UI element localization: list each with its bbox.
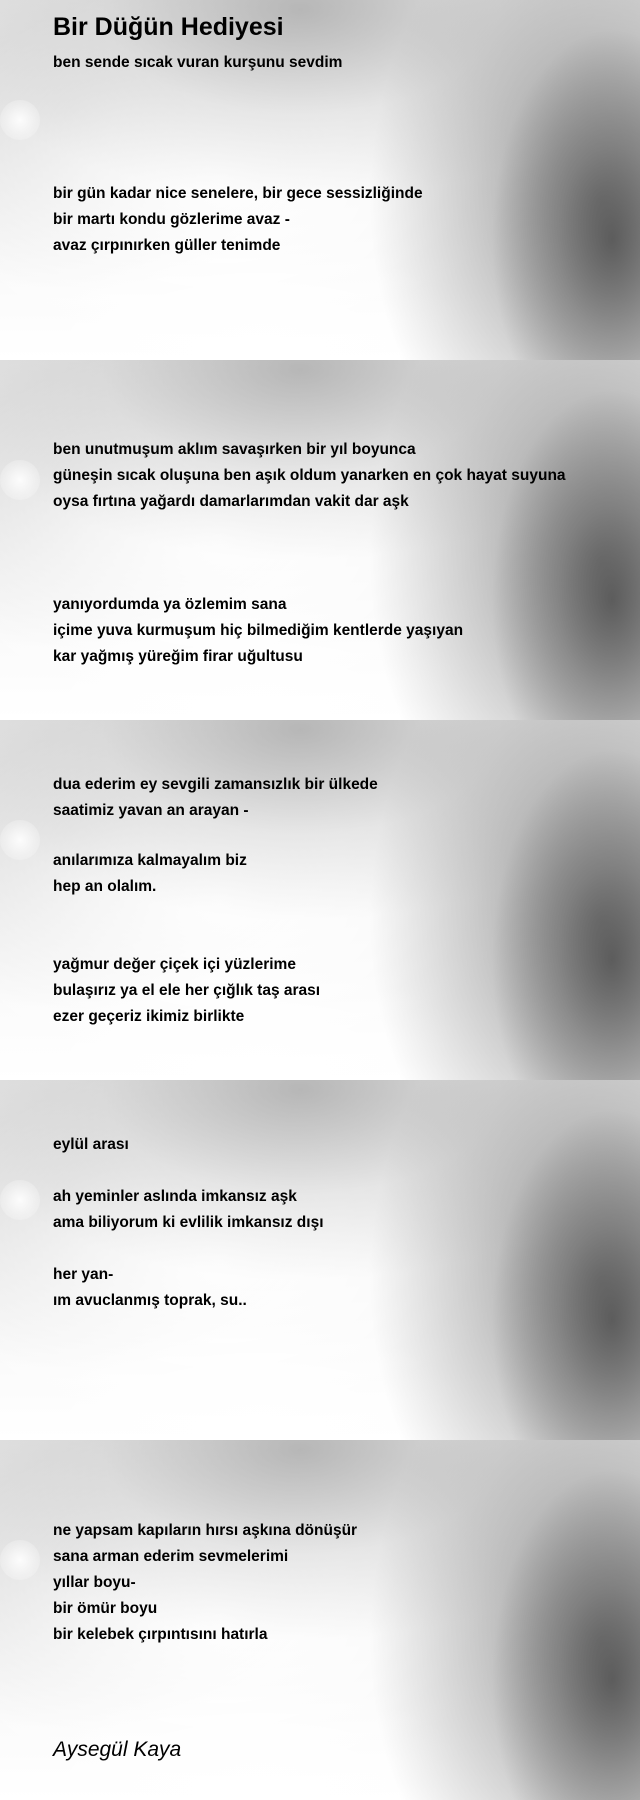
poem-author: Aysegül Kaya: [53, 1738, 182, 1761]
stanza: [53, 1132, 129, 1158]
stanza: [53, 1518, 357, 1648]
poem-line: bulaşırız ya el ele her çığlık taş arası: [53, 982, 321, 999]
poem-line: her yan-: [53, 1266, 114, 1283]
stanza: [53, 1184, 324, 1236]
stanza: [53, 50, 342, 76]
poem-line: hep an olalım.: [53, 878, 157, 895]
poem-line: ama biliyorum ki evlilik imkansız dışı: [53, 1214, 324, 1231]
poem-line: içime yuva kurmuşum hiç bilmediğim kentlerde yaşıyan: [53, 622, 464, 639]
poem-line: ne yapsam kapıların hırsı aşkına dönüşür: [53, 1522, 358, 1539]
bokeh-light: [0, 100, 40, 140]
poem-title: Bir Düğün Hediyesi: [53, 13, 284, 41]
bokeh-light: [0, 1540, 40, 1580]
poem-line: avaz çırpınırken güller tenimde: [53, 237, 281, 254]
poem-line: ım avuclanmış toprak, su..: [53, 1292, 247, 1309]
poem-line: sana arman ederim sevmelerimi: [53, 1548, 289, 1565]
poem-line: bir ömür boyu: [53, 1600, 158, 1617]
poem-line: dua ederim ey sevgili zamansızlık bir ülkede: [53, 776, 378, 793]
stanza: [53, 437, 566, 515]
poem-line: bir gün kadar nice senelere, bir gece sessizliğinde: [53, 185, 423, 202]
stanza: [53, 1262, 247, 1314]
poem-line: yanıyordumda ya özlemim sana: [53, 596, 287, 613]
poem-line: kar yağmış yüreğim firar uğultusu: [53, 648, 303, 665]
poem-line: ah yeminler aslında imkansız aşk: [53, 1188, 297, 1205]
stanza: [53, 772, 378, 824]
stanza: [53, 181, 423, 259]
bokeh-light: [0, 460, 40, 500]
stanza: [53, 592, 463, 670]
poem-line: ben unutmuşum aklım savaşırken bir yıl boyunca: [53, 441, 416, 458]
bokeh-light: [0, 1180, 40, 1220]
poem-line: bir kelebek çırpıntısını hatırla: [53, 1626, 268, 1643]
stanza: [53, 952, 320, 1030]
poem-line: güneşin sıcak oluşuna ben aşık oldum yanarken en çok hayat suyuna: [53, 467, 566, 484]
poem-line: yıllar boyu-: [53, 1574, 136, 1591]
poem-line: yağmur değer çiçek içi yüzlerime: [53, 956, 296, 973]
poem-line: eylül arası: [53, 1136, 129, 1153]
poem-line: saatimiz yavan an arayan -: [53, 802, 249, 819]
stanza: [53, 848, 247, 900]
poem-line: bir martı kondu gözlerime avaz -: [53, 211, 290, 228]
bokeh-light: [0, 820, 40, 860]
poem-line: oysa fırtına yağardı damarlarımdan vakit dar aşk: [53, 493, 409, 510]
poem-line: ezer geçeriz ikimiz birlikte: [53, 1008, 245, 1025]
poem-line: anılarımıza kalmayalım biz: [53, 852, 247, 869]
poem-line: ben sende sıcak vuran kurşunu sevdim: [53, 54, 343, 71]
